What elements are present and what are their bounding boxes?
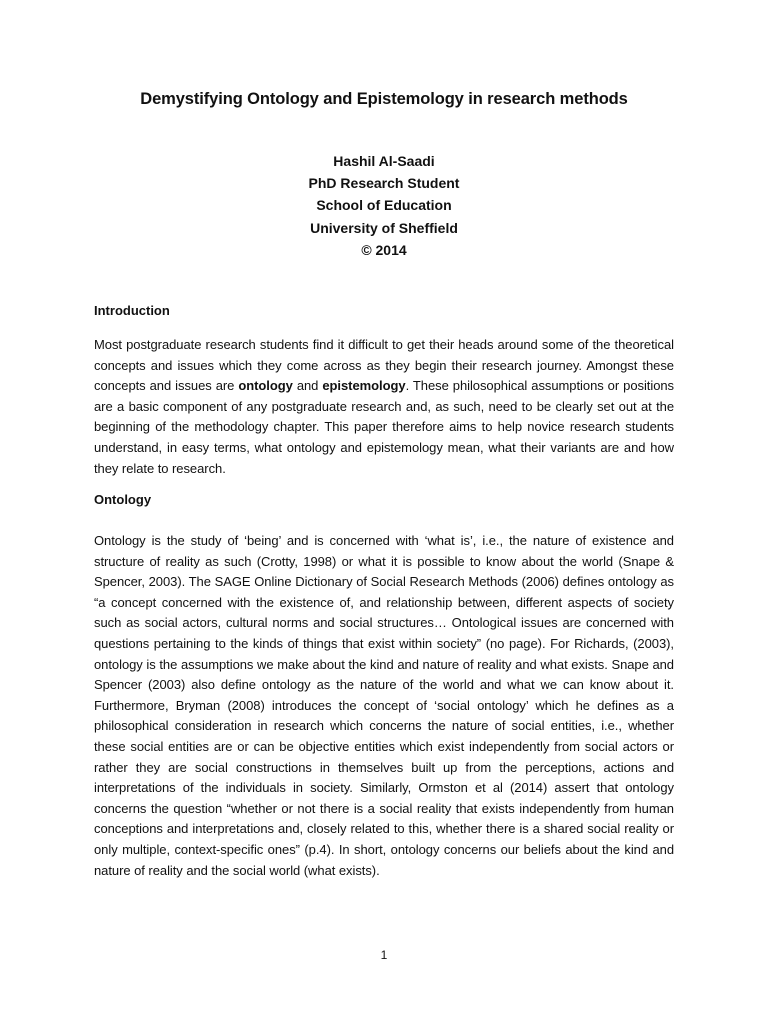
introduction-heading: Introduction [94, 303, 170, 318]
intro-text-part-1: Most postgraduate research students find it difficult to get their heads around some of the theoretical concepts and issues which they come across as they begin their research journey. Amongst these concepts and issues are [94, 337, 674, 394]
author-name: Hashil Al-Saadi [333, 153, 435, 169]
intro-text-part-3: . These philosophical assumptions or positions are a basic component of any postgraduate research and, as such, need to be clearly set out at the beginning of the methodology chapter. This paper therefore aims to help novice research students understand, in easy terms, what ontology and epistemology mean, what their variants are and how they relate to research. [94, 378, 674, 476]
term-epistemology: epistemology [322, 378, 406, 394]
paper-title: Demystifying Ontology and Epistemology in research methods [140, 90, 628, 108]
author-institution: University of Sheffield [310, 219, 458, 236]
ontology-heading: Ontology [94, 492, 152, 507]
ontology-paragraph: Ontology is the study of ‘being’ and is concerned with ‘what is’, i.e., the nature of existence and structure of reality as such (Crotty, 1998) or what it is possible to know about the world (Snape & Spencer, 2003). The SAGE Online Dictionary of Social Research Methods (2006) defines ontology as “a concept concerned with the existence of, and relationship between, different aspects of society such as social actors, cultural norms and social structures… Ontological issues are concerned with questions pertaining to the kinds of things that exist within society” (no page). For Richards, (2003), ontology is the assumptions we make about the kind and nature of reality and what exists. Snape and Spencer (2003) also define ontology as the nature of the world and what we can know about it. Furthermore, Bryman (2008) introduces the concept of ‘social ontology’ which he defines as a philosophical consideration in research which concerns the nature of social entities, i.e., whether these social entities are or can be objective entities which exist independently from social actors or rather they are social constructions in themselves built up from the perceptions, actions and interpretations of the individuals in society. Similarly, Ormston et al (2014) assert that ontology concerns the question “whether or not there is a social reality that exists independently from human conceptions and interpretations and, closely related to this, whether there is a shared social reality or only multiple, context-specific ones” (p.4). In short, ontology concerns our beliefs about the kind and nature of reality and the social world (what exists). [94, 533, 674, 878]
author-department: School of Education [316, 197, 452, 214]
introduction-paragraph [94, 335, 674, 479]
term-ontology: ontology [238, 378, 293, 394]
page-number: 1 [380, 948, 388, 962]
author-role: PhD Research Student [308, 175, 460, 192]
intro-text-part-2: and [292, 378, 323, 394]
copyright-notice: © 2014 [361, 241, 407, 258]
author-block [94, 150, 674, 261]
